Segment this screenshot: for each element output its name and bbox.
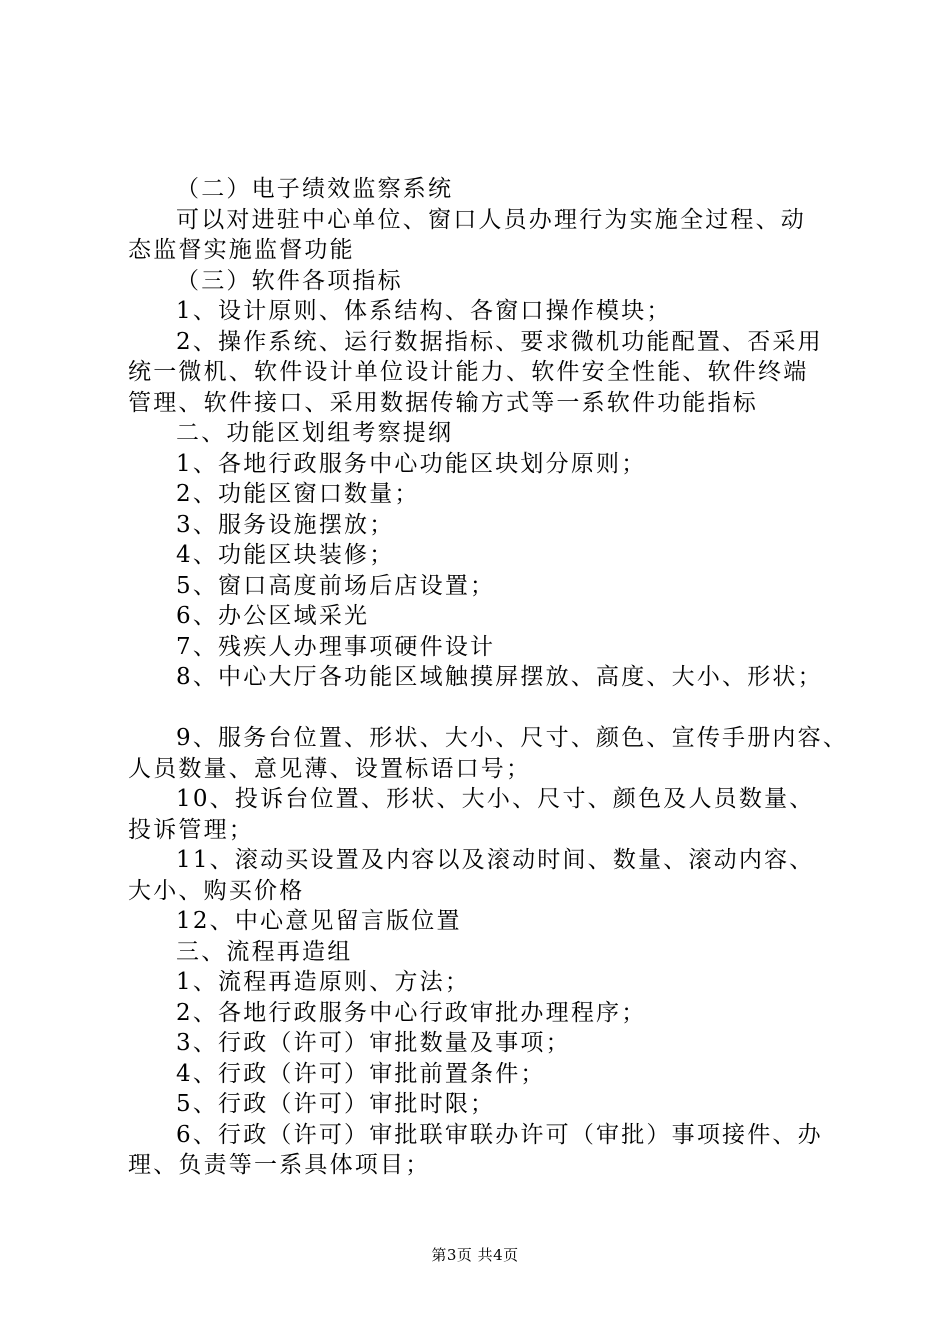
list-item-continuation: 理、负责等一系具体项目； bbox=[128, 1152, 431, 1178]
list-item: 9、服务台位置、形状、大小、尺寸、颜色、宣传手册内容、 bbox=[176, 725, 849, 751]
blank-line bbox=[128, 693, 828, 724]
list-item-continuation: 管理、软件接口、采用数据传输方式等一系软件功能指标 bbox=[128, 389, 758, 416]
list-item: 10、投诉台位置、形状、大小、尺寸、颜色及人员数量、 bbox=[176, 786, 815, 812]
list-item: 5、行政（许可）审批时限； bbox=[176, 1091, 496, 1117]
heading-software-indicators: （三）软件各项指标 bbox=[176, 267, 403, 294]
heading-process-reengineering: 三、流程再造组 bbox=[176, 938, 353, 965]
list-item: 2、功能区窗口数量； bbox=[176, 481, 420, 507]
page-number-footer: 第3页 共4页 bbox=[431, 1246, 519, 1264]
list-item: 6、行政（许可）审批联审联办许可（审批）事项接件、办 bbox=[176, 1121, 823, 1148]
heading-functional-zoning: 二、功能区划组考察提纲 bbox=[176, 420, 454, 446]
list-item: 4、行政（许可）审批前置条件； bbox=[176, 1060, 546, 1087]
paragraph-line: 可以对进驻中心单位、窗口人员办理行为实施全过程、动 bbox=[176, 206, 806, 233]
document-body bbox=[128, 174, 849, 1181]
list-item: 5、窗口高度前场后店设置； bbox=[176, 572, 496, 599]
list-item: 4、功能区块装修； bbox=[176, 542, 395, 568]
list-item: 1、各地行政服务中心功能区块划分原则； bbox=[176, 450, 647, 477]
heading-electronic-supervision: （二）电子绩效监察系统 bbox=[176, 176, 454, 202]
list-item: 6、办公区域采光 bbox=[176, 603, 370, 629]
list-item-continuation: 人员数量、意见薄、设置标语口号； bbox=[128, 755, 532, 782]
paragraph-line: 态监督实施监督功能 bbox=[128, 237, 355, 263]
list-item-continuation: 大小、购买价格 bbox=[128, 877, 305, 904]
list-item: 3、服务设施摆放； bbox=[176, 511, 395, 538]
list-item: 11、滚动买设置及内容以及滚动时间、数量、滚动内容、 bbox=[176, 847, 815, 873]
list-item: 1、设计原则、体系结构、各窗口操作模块； bbox=[176, 298, 672, 324]
list-item: 12、中心意见留言版位置 bbox=[176, 908, 462, 934]
list-item: 2、操作系统、运行数据指标、要求微机功能配置、否采用 bbox=[176, 328, 823, 355]
list-item-continuation: 投诉管理； bbox=[128, 816, 254, 843]
list-item: 2、各地行政服务中心行政审批办理程序； bbox=[176, 999, 647, 1026]
list-item: 3、行政（许可）审批数量及事项； bbox=[176, 1030, 571, 1056]
list-item: 8、中心大厅各功能区域触摸屏摆放、高度、大小、形状； bbox=[176, 664, 823, 690]
list-item: 7、残疾人办理事项硬件设计 bbox=[176, 633, 496, 660]
list-item-continuation: 统一微机、软件设计单位设计能力、软件安全性能、软件终端 bbox=[128, 359, 809, 385]
list-item: 1、流程再造原则、方法； bbox=[176, 969, 471, 995]
